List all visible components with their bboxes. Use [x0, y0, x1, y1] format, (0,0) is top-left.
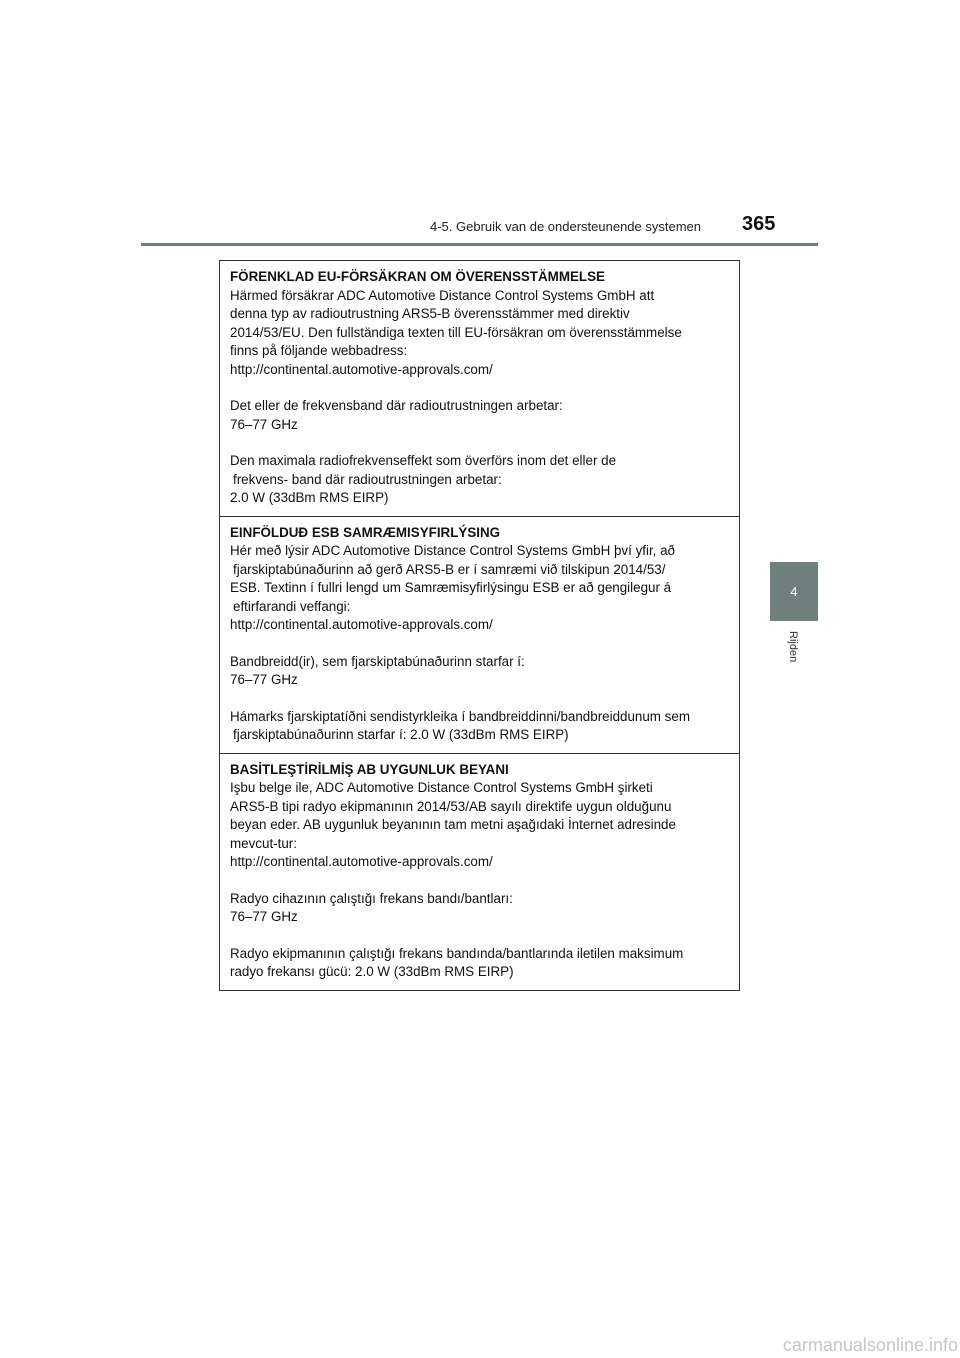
declaration-text: mevcut-tur:: [230, 835, 297, 851]
max-power-text: radyo frekansı gücü: 2.0 W (33dBm RMS EIRP): [230, 964, 514, 979]
declaration-text: finns på följande webbadress:: [230, 343, 408, 358]
declaration-icelandic: [220, 516, 739, 753]
declaration-text: eftirfarandi veffangi:: [233, 598, 351, 614]
frequency-band-text: Det eller de frekvensband där radioutrustningen arbetar:: [230, 398, 563, 413]
max-power-text: Den maximala radiofrekvenseffekt som överförs inom det eller de: [230, 453, 617, 468]
declaration-url: http://continental.automotive-approvals.com/: [230, 617, 493, 632]
declaration-text: beyan eder. AB uygunluk beyanının tam metni aşağıdaki İnternet adresinde: [230, 817, 676, 832]
declaration-swedish: [220, 261, 739, 516]
max-power-text: frekvens- band där radioutrustningen arbetar:: [233, 471, 502, 487]
max-power-text: fjarskiptabúnaðurinn starfar í: 2.0 W (33dBm RMS EIRP): [233, 727, 569, 742]
declaration-text: ARS5-B tipi radyo ekipmanının 2014/53/AB sayılı direktife uygun olduğunu: [230, 798, 672, 814]
frequency-band-text: Radyo cihazının çalıştığı frekans bandı/bantları:: [230, 890, 513, 906]
declaration-title: EINFÖLDUÐ ESB SAMRÆMISYFIRLÝSING: [230, 524, 501, 540]
declaration-text: denna typ av radioutrustning ARS5-B överensstämmer med direktiv: [230, 306, 630, 321]
watermark: carmanualsonline.info: [782, 1335, 958, 1355]
declaration-text: Härmed försäkrar ADC Automotive Distance Control Systems GmbH att: [230, 287, 655, 303]
section-title: 4-5. Gebruik van de ondersteunende systemen: [430, 219, 702, 234]
max-power-value: 2.0 W (33dBm RMS EIRP): [230, 490, 389, 505]
max-power-text: Radyo ekipmanının çalıştığı frekans bandında/bantlarında iletilen maksimum: [230, 945, 684, 961]
chapter-number: 4: [790, 584, 798, 599]
declaration-url: http://continental.automotive-approvals.com/: [230, 854, 493, 869]
declaration-text: 2014/53/EU. Den fullständiga texten till EU-försäkran om överensstämmelse: [230, 324, 682, 340]
frequency-band-value: 76–77 GHz: [230, 909, 298, 924]
declaration-url: http://continental.automotive-approvals.com/: [230, 361, 493, 377]
declaration-title: FÖRENKLAD EU-FÖRSÄKRAN OM ÖVERENSSTÄMMELSE: [230, 269, 605, 284]
page-number: 365: [742, 213, 776, 235]
declaration-turkish: [220, 753, 739, 990]
declaration-title: BASİTLEŞTİRİLMİŞ AB UYGUNLUK BEYANI: [230, 761, 509, 777]
frequency-band-text: Bandbreidd(ir), sem fjarskiptabúnaðurinn starfar í:: [230, 653, 525, 669]
chapter-label: Rijden: [787, 631, 799, 663]
declarations-box: [219, 260, 740, 991]
frequency-band-value: 76–77 GHz: [230, 672, 298, 687]
declaration-text: ESB. Textinn í fullri lengd um Samræmisyfirlýsingu ESB er að gengilegur á: [230, 580, 672, 595]
chapter-tab: [770, 562, 818, 621]
declaration-text: Işbu belge ile, ADC Automotive Distance Control Systems GmbH şirketi: [230, 780, 653, 795]
header-rule: [141, 243, 818, 246]
frequency-band-value: 76–77 GHz: [230, 416, 298, 432]
max-power-text: Hámarks fjarskiptatíðni sendistyrkleika í bandbreiddinni/bandbreiddunum sem: [230, 708, 690, 724]
declaration-text: fjarskiptabúnaðurinn að gerð ARS5-B er í samræmi við tilskipun 2014/53/: [233, 561, 666, 577]
declaration-text: Hér með lýsir ADC Automotive Distance Control Systems GmbH því yfir, að: [230, 543, 676, 558]
